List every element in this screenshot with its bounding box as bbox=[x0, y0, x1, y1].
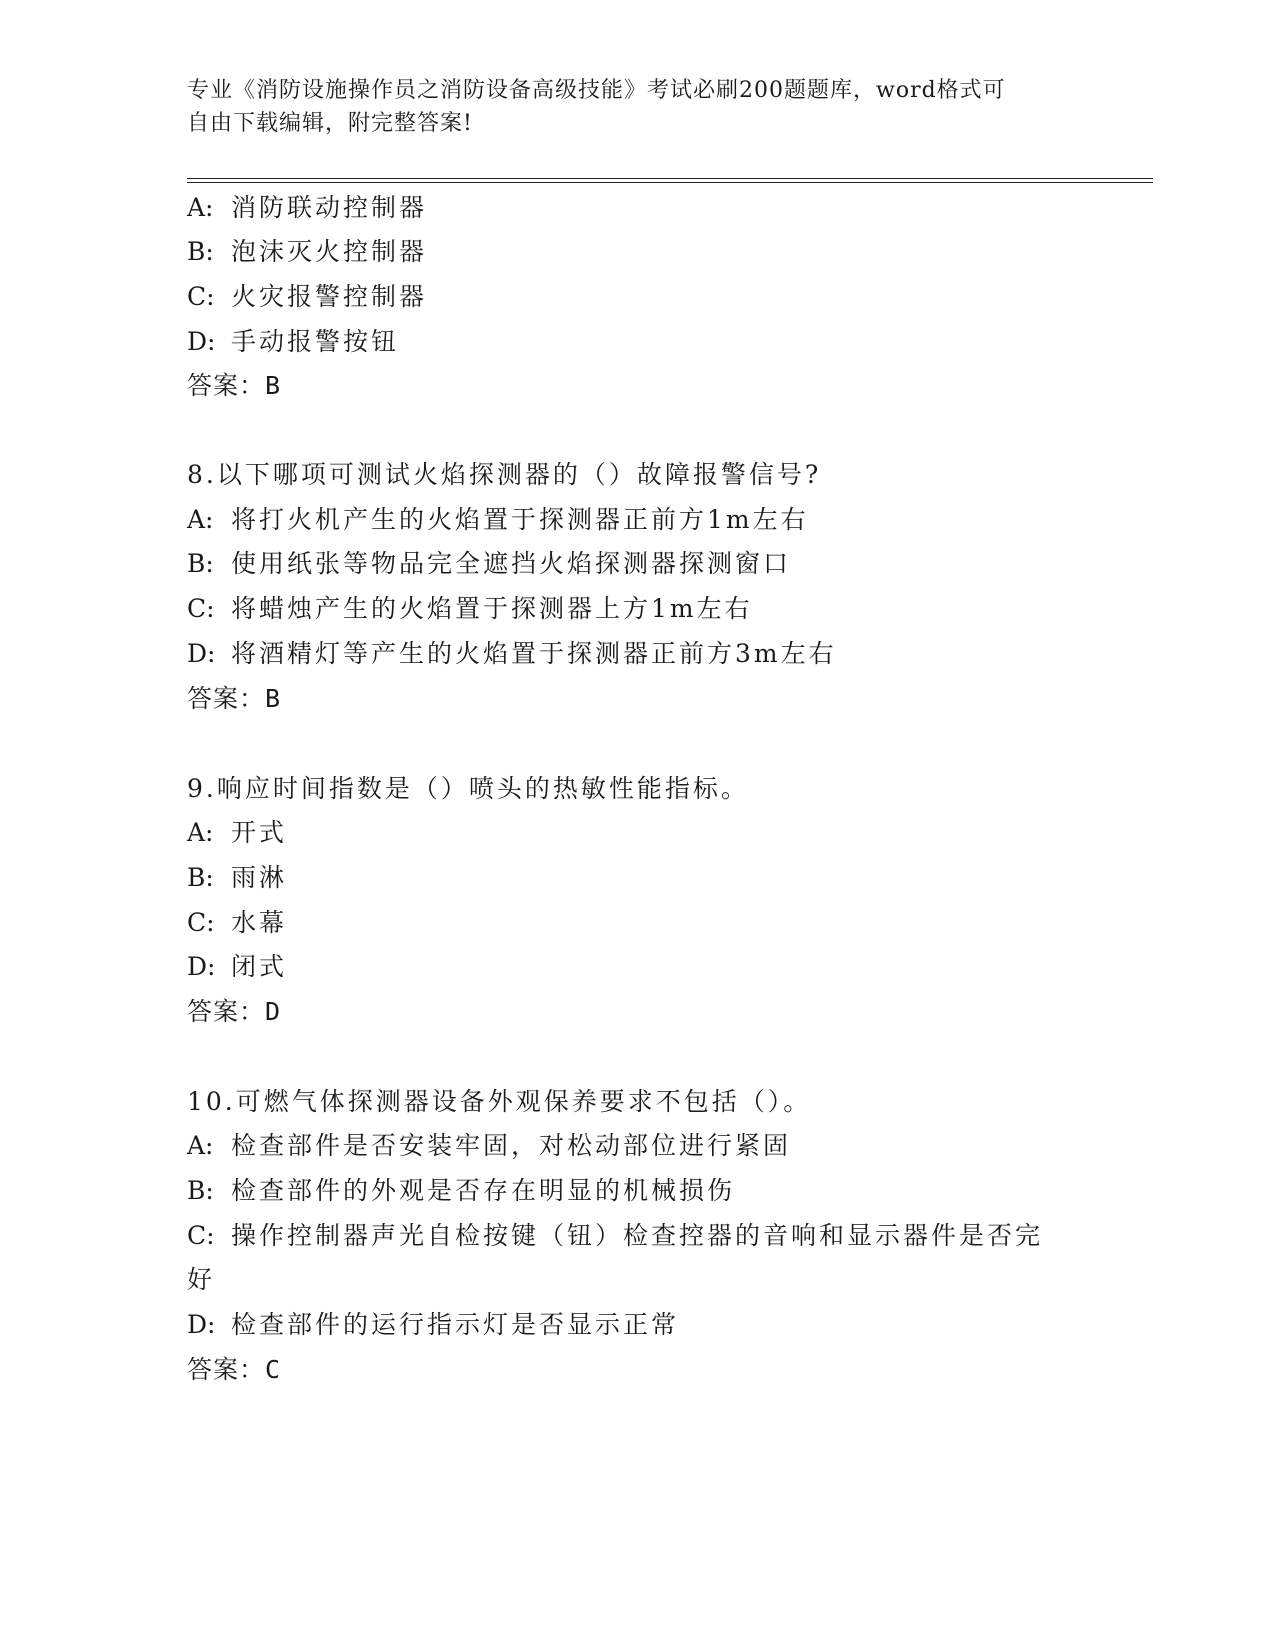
header-divider-top bbox=[187, 178, 1153, 179]
q8-option-c bbox=[187, 594, 753, 624]
option-letter: B: bbox=[187, 863, 214, 892]
q9-option-a bbox=[187, 818, 287, 848]
option-text: 开式 bbox=[231, 818, 288, 847]
answer-value: D bbox=[265, 997, 282, 1026]
q9-answer bbox=[187, 997, 281, 1027]
option-text: 水幕 bbox=[231, 908, 288, 937]
q9-option-c bbox=[187, 908, 287, 938]
document-header bbox=[187, 74, 1067, 140]
q9-option-d bbox=[187, 952, 287, 982]
q10-option-b bbox=[187, 1176, 735, 1206]
q8-option-b bbox=[187, 549, 791, 579]
q8-option-a bbox=[187, 505, 809, 535]
answer-value: C bbox=[265, 1355, 282, 1384]
q10-option-c bbox=[187, 1221, 1043, 1251]
q10-option-a bbox=[187, 1131, 791, 1161]
q7-option-b bbox=[187, 237, 427, 267]
option-text: 检查部件是否安装牢固，对松动部位进行紧固 bbox=[231, 1131, 792, 1160]
option-letter: D: bbox=[187, 1310, 216, 1339]
option-letter: B: bbox=[187, 549, 214, 578]
option-letter: D: bbox=[187, 327, 216, 356]
header-line-1: 专业《消防设施操作员之消防设备高级技能》考试必刷200题题库，word格式可 bbox=[187, 78, 1006, 103]
q10-answer bbox=[187, 1355, 281, 1385]
option-text: 检查部件的外观是否存在明显的机械损伤 bbox=[231, 1176, 736, 1205]
q9-question: 9.响应时间指数是（）喷头的热敏性能指标。 bbox=[187, 774, 749, 803]
q8-option-d bbox=[187, 639, 837, 669]
option-text: 雨淋 bbox=[231, 863, 288, 892]
option-text: 使用纸张等物品完全遮挡火焰探测器探测窗口 bbox=[231, 549, 792, 578]
answer-label: 答案： bbox=[187, 684, 266, 713]
option-text: 闭式 bbox=[231, 952, 288, 981]
option-text: 将蜡烛产生的火焰置于探测器上方1m左右 bbox=[231, 594, 753, 623]
q8-question: 8.以下哪项可测试火焰探测器的（）故障报警信号? bbox=[187, 460, 822, 489]
q9-option-b bbox=[187, 863, 287, 893]
q7-option-c bbox=[187, 282, 427, 312]
q7-option-a bbox=[187, 193, 427, 223]
option-letter: C: bbox=[187, 282, 215, 311]
answer-value: B bbox=[265, 684, 282, 713]
answer-label: 答案： bbox=[187, 997, 266, 1026]
option-letter: C: bbox=[187, 594, 215, 623]
option-text: 检查部件的运行指示灯是否显示正常 bbox=[231, 1310, 680, 1339]
option-text: 泡沫灭火控制器 bbox=[231, 237, 428, 266]
option-text: 火灾报警控制器 bbox=[231, 282, 428, 311]
option-letter: C: bbox=[187, 1221, 215, 1250]
q10-option-d bbox=[187, 1310, 679, 1340]
q7-answer bbox=[187, 371, 281, 401]
answer-label: 答案： bbox=[187, 371, 266, 400]
q10-option-c-wrap: 好 bbox=[187, 1265, 216, 1294]
q10-question: 10.可燃气体探测器设备外观保养要求不包括（）。 bbox=[187, 1087, 812, 1116]
option-text: 手动报警按钮 bbox=[231, 327, 400, 356]
option-letter: D: bbox=[187, 639, 216, 668]
option-letter: B: bbox=[187, 237, 214, 266]
q8-answer bbox=[187, 684, 281, 714]
option-letter: B: bbox=[187, 1176, 214, 1205]
q7-option-d bbox=[187, 327, 399, 357]
option-text: 操作控制器声光自检按键（钮）检查控器的音响和显示器件是否完 bbox=[231, 1221, 1044, 1250]
header-divider-bottom bbox=[187, 182, 1153, 183]
option-text: 将打火机产生的火焰置于探测器正前方1m左右 bbox=[231, 505, 809, 534]
answer-value: B bbox=[265, 371, 282, 400]
option-letter: A: bbox=[187, 193, 214, 222]
option-letter: A: bbox=[187, 505, 214, 534]
header-line-2: 自由下载编辑，附完整答案! bbox=[187, 111, 473, 136]
answer-label: 答案： bbox=[187, 1355, 266, 1384]
option-letter: D: bbox=[187, 952, 216, 981]
option-text: 将酒精灯等产生的火焰置于探测器正前方3m左右 bbox=[231, 639, 837, 668]
option-letter: A: bbox=[187, 1131, 214, 1160]
option-letter: C: bbox=[187, 908, 215, 937]
option-text: 消防联动控制器 bbox=[231, 193, 428, 222]
option-letter: A: bbox=[187, 818, 214, 847]
